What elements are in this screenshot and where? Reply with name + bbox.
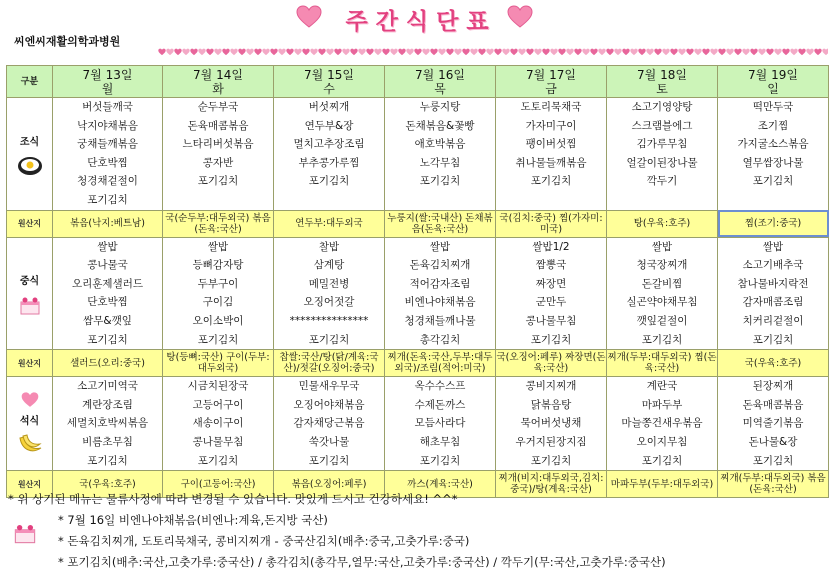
menu-item: 노각무침 xyxy=(419,156,461,169)
heart-icon xyxy=(296,4,322,30)
menu-item: 부추콩가루찜 xyxy=(298,156,360,169)
menu-item: 포기김치 xyxy=(419,175,461,188)
note-line: * 포기김치(배추:국산,고춧가루:중국산) / 총각김치(총각무,열무:국산,고춧가루:중국산) / 깍두기(무:국산,고춧가루:중국산) xyxy=(58,555,666,569)
menu-item xyxy=(718,191,828,210)
heart-icon xyxy=(262,48,270,56)
dinner-menu-cell xyxy=(53,377,163,471)
heart-icon xyxy=(246,48,254,56)
heart-icon xyxy=(574,48,582,56)
title-bar xyxy=(0,0,835,38)
heart-icon xyxy=(374,48,382,56)
heart-icon xyxy=(414,48,422,56)
heart-icon xyxy=(206,48,214,56)
menu-item: 쌀밥 xyxy=(651,240,673,253)
origin-cell: 찌개(두부:대두외국) 볶음(돈육:국산) xyxy=(718,471,829,498)
heart-icon xyxy=(507,4,533,30)
menu-item: 비름초무침 xyxy=(82,435,133,448)
heart-icon xyxy=(518,48,526,56)
menu-item xyxy=(385,191,495,210)
heart-icon xyxy=(646,48,654,56)
heart-icon xyxy=(766,48,774,56)
menu-item: 고등어구이 xyxy=(192,398,244,411)
menu-item: 짬뽕국 xyxy=(535,259,567,272)
heart-icon xyxy=(358,48,366,56)
day-header-cell xyxy=(163,66,274,98)
menu-item: 오이지무침 xyxy=(636,435,688,448)
menu-item: 비엔나야채볶음 xyxy=(404,296,476,309)
day-date: 7월 14일 xyxy=(193,67,243,82)
heart-icon xyxy=(438,48,446,56)
dinner-menu-cell xyxy=(718,377,829,471)
menu-item: 세멸치호박씨볶음 xyxy=(66,417,149,430)
menu-item: 오이소박이 xyxy=(192,314,244,327)
menu-item: 열무쌈장나물 xyxy=(742,156,804,169)
lunch-menu-cell xyxy=(53,237,163,350)
menu-item: 쌀밥 xyxy=(762,240,784,253)
heart-icon xyxy=(214,48,222,56)
day-header-cell xyxy=(607,66,718,98)
day-name: 수 xyxy=(323,81,335,96)
origin-cell: 볶음(오징어:페루) xyxy=(274,471,385,498)
origin-cell: 탕(등뼈:국산) 구이(두부:대두외국) xyxy=(163,350,274,377)
dinner-row xyxy=(7,377,829,471)
dinner-menu-cell xyxy=(607,377,718,471)
menu-item: 해초무침 xyxy=(419,435,461,448)
breakfast-menu-cell xyxy=(718,98,829,211)
origin-label: 원산지 xyxy=(7,210,53,237)
menu-item: 옥수수스프 xyxy=(414,380,466,393)
menu-item: 팽이버섯찜 xyxy=(525,138,577,151)
menu-item: 마파두부 xyxy=(641,398,683,411)
heart-icon xyxy=(662,48,670,56)
heart-icon xyxy=(774,48,782,56)
menu-item: 포기김치 xyxy=(308,333,350,346)
day-name: 화 xyxy=(212,81,224,96)
menu-item: 포기김치 xyxy=(87,333,128,346)
lunch-label: 중식 xyxy=(19,276,40,288)
menu-item: 단호박찜 xyxy=(87,296,128,309)
heart-icon xyxy=(174,48,182,56)
heart-icon xyxy=(318,48,326,56)
breakfast-menu-cell xyxy=(163,98,274,211)
origin-cell: 연두부:대두외국 xyxy=(274,210,385,237)
menu-item: 찰밥 xyxy=(318,240,340,253)
note-line: * 돈육김치찌개, 도토리묵채국, 콩비지찌개 - 중국산김치(배추:중국,고춧가루:중국) xyxy=(58,534,470,548)
cake-icon xyxy=(10,519,40,547)
header-label: 구분 xyxy=(7,66,53,98)
menu-item: 쑥갓나물 xyxy=(308,435,350,448)
menu-item: 청경채겉절이 xyxy=(77,175,138,188)
day-header-cell xyxy=(718,66,829,98)
heart-icon xyxy=(238,48,246,56)
lunch-menu-cell xyxy=(607,237,718,350)
hospital-name: 씨엔씨재활의학과병원 xyxy=(14,35,121,48)
menu-item: 오징어젓갈 xyxy=(303,296,355,309)
menu-item: *************** xyxy=(289,314,369,327)
menu-item xyxy=(163,191,273,210)
day-header-cell xyxy=(53,66,163,98)
heart-icon xyxy=(606,48,614,56)
menu-item: 쌈무&깻잎 xyxy=(83,314,132,327)
day-name: 일 xyxy=(767,81,779,96)
menu-item: 포기김치 xyxy=(641,333,683,346)
heart-icon xyxy=(342,48,350,56)
heart-icon xyxy=(750,48,758,56)
banana-icon xyxy=(16,432,44,456)
menu-item: 오징어야채볶음 xyxy=(293,398,365,411)
menu-item: 포기김치 xyxy=(197,333,239,346)
menu-item: 포기김치 xyxy=(530,175,572,188)
menu-item: 포기김치 xyxy=(197,454,239,467)
heart-icon xyxy=(534,48,542,56)
menu-item: 포기김치 xyxy=(752,175,794,188)
heart-icon xyxy=(550,48,558,56)
heart-icon xyxy=(190,48,198,56)
menu-item: 포기김치 xyxy=(752,454,794,467)
menu-item: 민물새우무국 xyxy=(298,380,360,393)
menu-item: 적어감자조림 xyxy=(409,277,471,290)
day-date: 7월 19일 xyxy=(748,67,798,82)
heart-icon xyxy=(302,48,310,56)
heart-icon xyxy=(278,48,286,56)
origin-cell: 찜(조기:중국) xyxy=(718,210,829,237)
origin-cell: 국(우육:호주) xyxy=(53,471,163,498)
menu-item: 메밀전병 xyxy=(308,277,350,290)
menu-item: 콩나물국 xyxy=(87,259,128,272)
menu-item: 두부구이 xyxy=(197,277,239,290)
heart-icon xyxy=(502,48,510,56)
heart-icon xyxy=(334,48,342,56)
heart-icon xyxy=(742,48,750,56)
day-date: 7월 16일 xyxy=(415,67,465,82)
menu-item: 청경채들깨나물 xyxy=(404,314,476,327)
menu-item: 쌀밥1/2 xyxy=(532,240,570,253)
heart-icon xyxy=(382,48,390,56)
heart-icon xyxy=(182,48,190,56)
menu-item: 포기김치 xyxy=(419,454,461,467)
heart-icon xyxy=(462,48,470,56)
menu-item: 쌀밥 xyxy=(97,240,118,253)
heart-icon xyxy=(622,48,630,56)
heart-icon xyxy=(230,48,238,56)
lunch-menu-cell xyxy=(385,237,496,350)
lunch-row xyxy=(7,237,829,350)
breakfast-menu-cell xyxy=(607,98,718,211)
menu-item: 포기김치 xyxy=(641,454,683,467)
menu-item: 소고기배추국 xyxy=(742,259,804,272)
heart-icon xyxy=(598,48,606,56)
menu-item: 미역줄기볶음 xyxy=(742,417,804,430)
menu-item: 떡만두국 xyxy=(752,101,794,113)
menu-item: 조기찜 xyxy=(757,119,789,132)
breakfast-menu-cell xyxy=(496,98,607,211)
heart-icon xyxy=(270,48,278,56)
day-date: 7월 13일 xyxy=(82,67,133,82)
origin-cell: 국(오징어:페루) 짜장면(돈육:국산) xyxy=(496,350,607,377)
heart-icon xyxy=(294,48,302,56)
menu-item: 깻잎겉절이 xyxy=(636,314,688,327)
heart-icon xyxy=(454,48,462,56)
menu-item: 감자매콤조림 xyxy=(742,296,804,309)
menu-item: 포기김치 xyxy=(530,333,572,346)
menu-item: 포기김치 xyxy=(197,175,239,188)
heart-icon xyxy=(350,48,358,56)
heart-icon xyxy=(566,48,574,56)
weekly-menu-table xyxy=(6,65,829,498)
origin-cell: 까스(계육:국산) xyxy=(385,471,496,498)
heart-icon xyxy=(806,48,814,56)
menu-item: 김가루무침 xyxy=(636,138,688,151)
heart-icon xyxy=(638,48,646,56)
heart-icon xyxy=(446,48,454,56)
menu-item: 구이김 xyxy=(202,296,234,309)
menu-item: 짜장면 xyxy=(535,277,567,290)
heart-icon xyxy=(702,48,710,56)
dinner-label-cell xyxy=(7,377,53,471)
menu-item: 버섯들깨국 xyxy=(82,101,133,113)
menu-item: 소고기미역국 xyxy=(77,380,138,393)
menu-item: 깍두기 xyxy=(646,175,678,188)
dinner-menu-cell xyxy=(163,377,274,471)
menu-item: 포기김치 xyxy=(87,454,128,467)
menu-item: 실곤약야채무침 xyxy=(626,296,698,309)
menu-item: 가지굴소스볶음 xyxy=(737,138,809,151)
menu-item: 새송이구이 xyxy=(192,417,244,430)
day-date: 7월 18일 xyxy=(637,67,687,82)
heart-icon xyxy=(390,48,398,56)
menu-item: 포기김치 xyxy=(308,454,350,467)
heart-icon xyxy=(166,48,174,56)
menu-item: 포기김치 xyxy=(87,193,128,206)
day-date: 7월 17일 xyxy=(526,67,576,82)
heart-icon xyxy=(790,48,798,56)
menu-item: 콩나물무침 xyxy=(525,314,577,327)
menu-item: 시금치된장국 xyxy=(187,380,249,393)
menu-item: 돈나물&장 xyxy=(748,435,798,448)
heart-icon xyxy=(654,48,662,56)
cake-icon xyxy=(16,292,44,318)
menu-item: 쌀밥 xyxy=(429,240,451,253)
heart-icon xyxy=(798,48,806,56)
heart-icon xyxy=(630,48,638,56)
heart-icon xyxy=(710,48,718,56)
lunch-label-cell xyxy=(7,237,53,350)
heart-icon xyxy=(678,48,686,56)
heart-icon xyxy=(430,48,438,56)
day-name: 토 xyxy=(656,81,668,96)
heart-icon xyxy=(406,48,414,56)
heart-icon xyxy=(494,48,502,56)
day-name: 금 xyxy=(545,81,557,96)
origin-cell: 국(김치:중국) 찜(가자미:미국) xyxy=(496,210,607,237)
heart-icon xyxy=(782,48,790,56)
heart-icon xyxy=(326,48,334,56)
heart-icon xyxy=(470,48,478,56)
menu-item: 연두부&장 xyxy=(304,119,354,132)
menu-item: 돈육김치찌개 xyxy=(409,259,471,272)
origin-cell: 볶음(낙지:베트남) xyxy=(53,210,163,237)
menu-item: 콩자반 xyxy=(202,156,234,169)
menu-item: 계란장조림 xyxy=(82,398,133,411)
heart-icon xyxy=(726,48,734,56)
heart-icon xyxy=(542,48,550,56)
menu-item: 총각김치 xyxy=(419,333,461,346)
menu-item: 순두부국 xyxy=(197,101,239,113)
origin-label: 원산지 xyxy=(7,471,53,498)
heart-icon xyxy=(422,48,430,56)
dinner-menu-cell xyxy=(496,377,607,471)
fried-egg-icon xyxy=(16,153,44,177)
menu-item xyxy=(274,191,384,210)
heart-icon xyxy=(222,48,230,56)
menu-item: 감자채당근볶음 xyxy=(293,417,365,430)
origin-cell: 마파두부(두부:대두외국) xyxy=(607,471,718,498)
menu-item: 도토리묵채국 xyxy=(520,101,582,113)
heart-icon xyxy=(20,391,40,409)
origin-cell: 찌개(돈육:국산,두부:대두외국)/조림(적어:미국) xyxy=(385,350,496,377)
menu-item: 모듬사라다 xyxy=(414,417,466,430)
heart-icon xyxy=(310,48,318,56)
origin-cell: 누룽지(쌀:국내산) 돈채볶음(돈육:국산) xyxy=(385,210,496,237)
menu-item: 가자미구이 xyxy=(525,119,577,132)
menu-item: 소고기영양탕 xyxy=(631,101,693,113)
heart-icon xyxy=(286,48,294,56)
menu-item: 청국장찌개 xyxy=(636,259,688,272)
menu-item: 등뼈감자탕 xyxy=(192,259,244,272)
day-header-cell xyxy=(385,66,496,98)
heart-icon xyxy=(366,48,374,56)
origin-cell: 국(순두부:대두외국) 볶음(돈육:국산) xyxy=(163,210,274,237)
origin-cell: 탕(우육:호주) xyxy=(607,210,718,237)
menu-item: 돈채볶음&꽃빵 xyxy=(405,119,475,132)
day-date: 7월 15일 xyxy=(304,67,354,82)
menu-item: 우거지된장지짐 xyxy=(515,435,587,448)
heart-icon xyxy=(254,48,262,56)
menu-item: 누룽지탕 xyxy=(419,101,461,113)
lunch-origin-row xyxy=(7,350,829,377)
header-row xyxy=(7,66,829,98)
heart-icon xyxy=(614,48,622,56)
heart-icon xyxy=(734,48,742,56)
origin-cell: 찹쌀:국산/탕(닭/계육:국산)/젓갈(오징어:중국) xyxy=(274,350,385,377)
origin-cell: 찌개(비지:대두외국,김치:중국)/탕(계육:국산) xyxy=(496,471,607,498)
menu-item: 돈갈비찜 xyxy=(641,277,683,290)
breakfast-menu-cell xyxy=(385,98,496,211)
heart-icon xyxy=(582,48,590,56)
breakfast-menu-cell xyxy=(53,98,163,211)
dinner-label: 석식 xyxy=(19,416,40,428)
menu-item: 버섯찌개 xyxy=(308,101,350,113)
heart-icon xyxy=(694,48,702,56)
day-header-cell xyxy=(496,66,607,98)
heart-icon xyxy=(478,48,486,56)
menu-item: 느타리버섯볶음 xyxy=(182,138,254,151)
dinner-menu-cell xyxy=(385,377,496,471)
menu-item: 돈육매콤볶음 xyxy=(742,398,804,411)
lunch-menu-cell xyxy=(274,237,385,350)
menu-item: 얼갈이된장나물 xyxy=(626,156,698,169)
day-header-cell xyxy=(274,66,385,98)
menu-item: 단호박찜 xyxy=(87,156,128,169)
heart-icon xyxy=(670,48,678,56)
origin-cell: 구이(고등어:국산) xyxy=(163,471,274,498)
breakfast-menu-cell xyxy=(274,98,385,211)
menu-item: 치커리겉절이 xyxy=(742,314,804,327)
breakfast-label: 조식 xyxy=(19,137,40,149)
menu-item: 포기김치 xyxy=(530,454,572,467)
menu-item: 된장찌개 xyxy=(752,380,794,393)
breakfast-label-cell xyxy=(7,98,53,211)
menu-item: 수제돈까스 xyxy=(414,398,466,411)
menu-item xyxy=(607,191,717,210)
heart-icon xyxy=(558,48,566,56)
heart-icon xyxy=(590,48,598,56)
menu-item: 스크램블에그 xyxy=(631,119,693,132)
origin-cell: 찌개(두부:대두외국) 찜(돈육:국산) xyxy=(607,350,718,377)
lunch-menu-cell xyxy=(163,237,274,350)
heart-icon xyxy=(486,48,494,56)
note-line: * 7월 16일 비엔나야채볶음(비엔나:계육,돈지방 국산) xyxy=(58,513,328,527)
menu-item: 참나물바지락전 xyxy=(737,277,809,290)
menu-item: 오리훈제샐러드 xyxy=(71,277,143,290)
day-name: 목 xyxy=(434,81,446,96)
day-name: 월 xyxy=(101,81,114,96)
menu-item: 묵어버섯냉채 xyxy=(520,417,582,430)
menu-item: 콩비지찌개 xyxy=(525,380,577,393)
note-line: * 위 상기된 메뉴는 물류사정에 따라 변경될 수 있습니다. 맛있게 드시고 건강하세요! ^^* xyxy=(8,492,458,506)
origin-cell: 샐러드(오리:중국) xyxy=(53,350,163,377)
origin-cell: 국(우육:호주) xyxy=(718,350,829,377)
menu-item: 궁채들깨볶음 xyxy=(77,138,138,151)
menu-item: 취나물들깨볶음 xyxy=(515,156,587,169)
menu-item: 낙지야채볶음 xyxy=(77,119,138,132)
lunch-menu-cell xyxy=(496,237,607,350)
breakfast-row xyxy=(7,98,829,211)
dinner-menu-cell xyxy=(274,377,385,471)
heart-icon xyxy=(510,48,518,56)
heart-icon xyxy=(158,48,166,56)
heart-icon xyxy=(758,48,766,56)
menu-item: 애호박볶음 xyxy=(414,138,466,151)
page-title: 주간식단표 xyxy=(345,9,497,35)
menu-item: 콩나물무침 xyxy=(192,435,244,448)
heart-icon xyxy=(398,48,406,56)
menu-item: 돈육매콤볶음 xyxy=(187,119,249,132)
menu-item: 닭볶음탕 xyxy=(530,398,572,411)
decorative-heart-border xyxy=(158,48,828,56)
heart-icon xyxy=(822,48,828,56)
heart-icon xyxy=(526,48,534,56)
heart-icon xyxy=(718,48,726,56)
breakfast-origin-row xyxy=(7,210,829,237)
menu-item: 멸치고추장조림 xyxy=(293,138,365,151)
heart-icon xyxy=(686,48,694,56)
menu-item: 계란국 xyxy=(646,380,678,393)
menu-item: 포기김치 xyxy=(308,175,350,188)
menu-item: 군만두 xyxy=(535,296,567,309)
heart-icon xyxy=(814,48,822,56)
lunch-menu-cell xyxy=(718,237,829,350)
menu-item: 마늘쫑건새우볶음 xyxy=(621,417,703,430)
menu-item: 포기김치 xyxy=(752,333,794,346)
origin-label: 원산지 xyxy=(7,350,53,377)
heart-icon xyxy=(198,48,206,56)
menu-item: 쌀밥 xyxy=(207,240,229,253)
menu-item: 삼계탕 xyxy=(313,259,345,272)
menu-item xyxy=(496,191,606,210)
